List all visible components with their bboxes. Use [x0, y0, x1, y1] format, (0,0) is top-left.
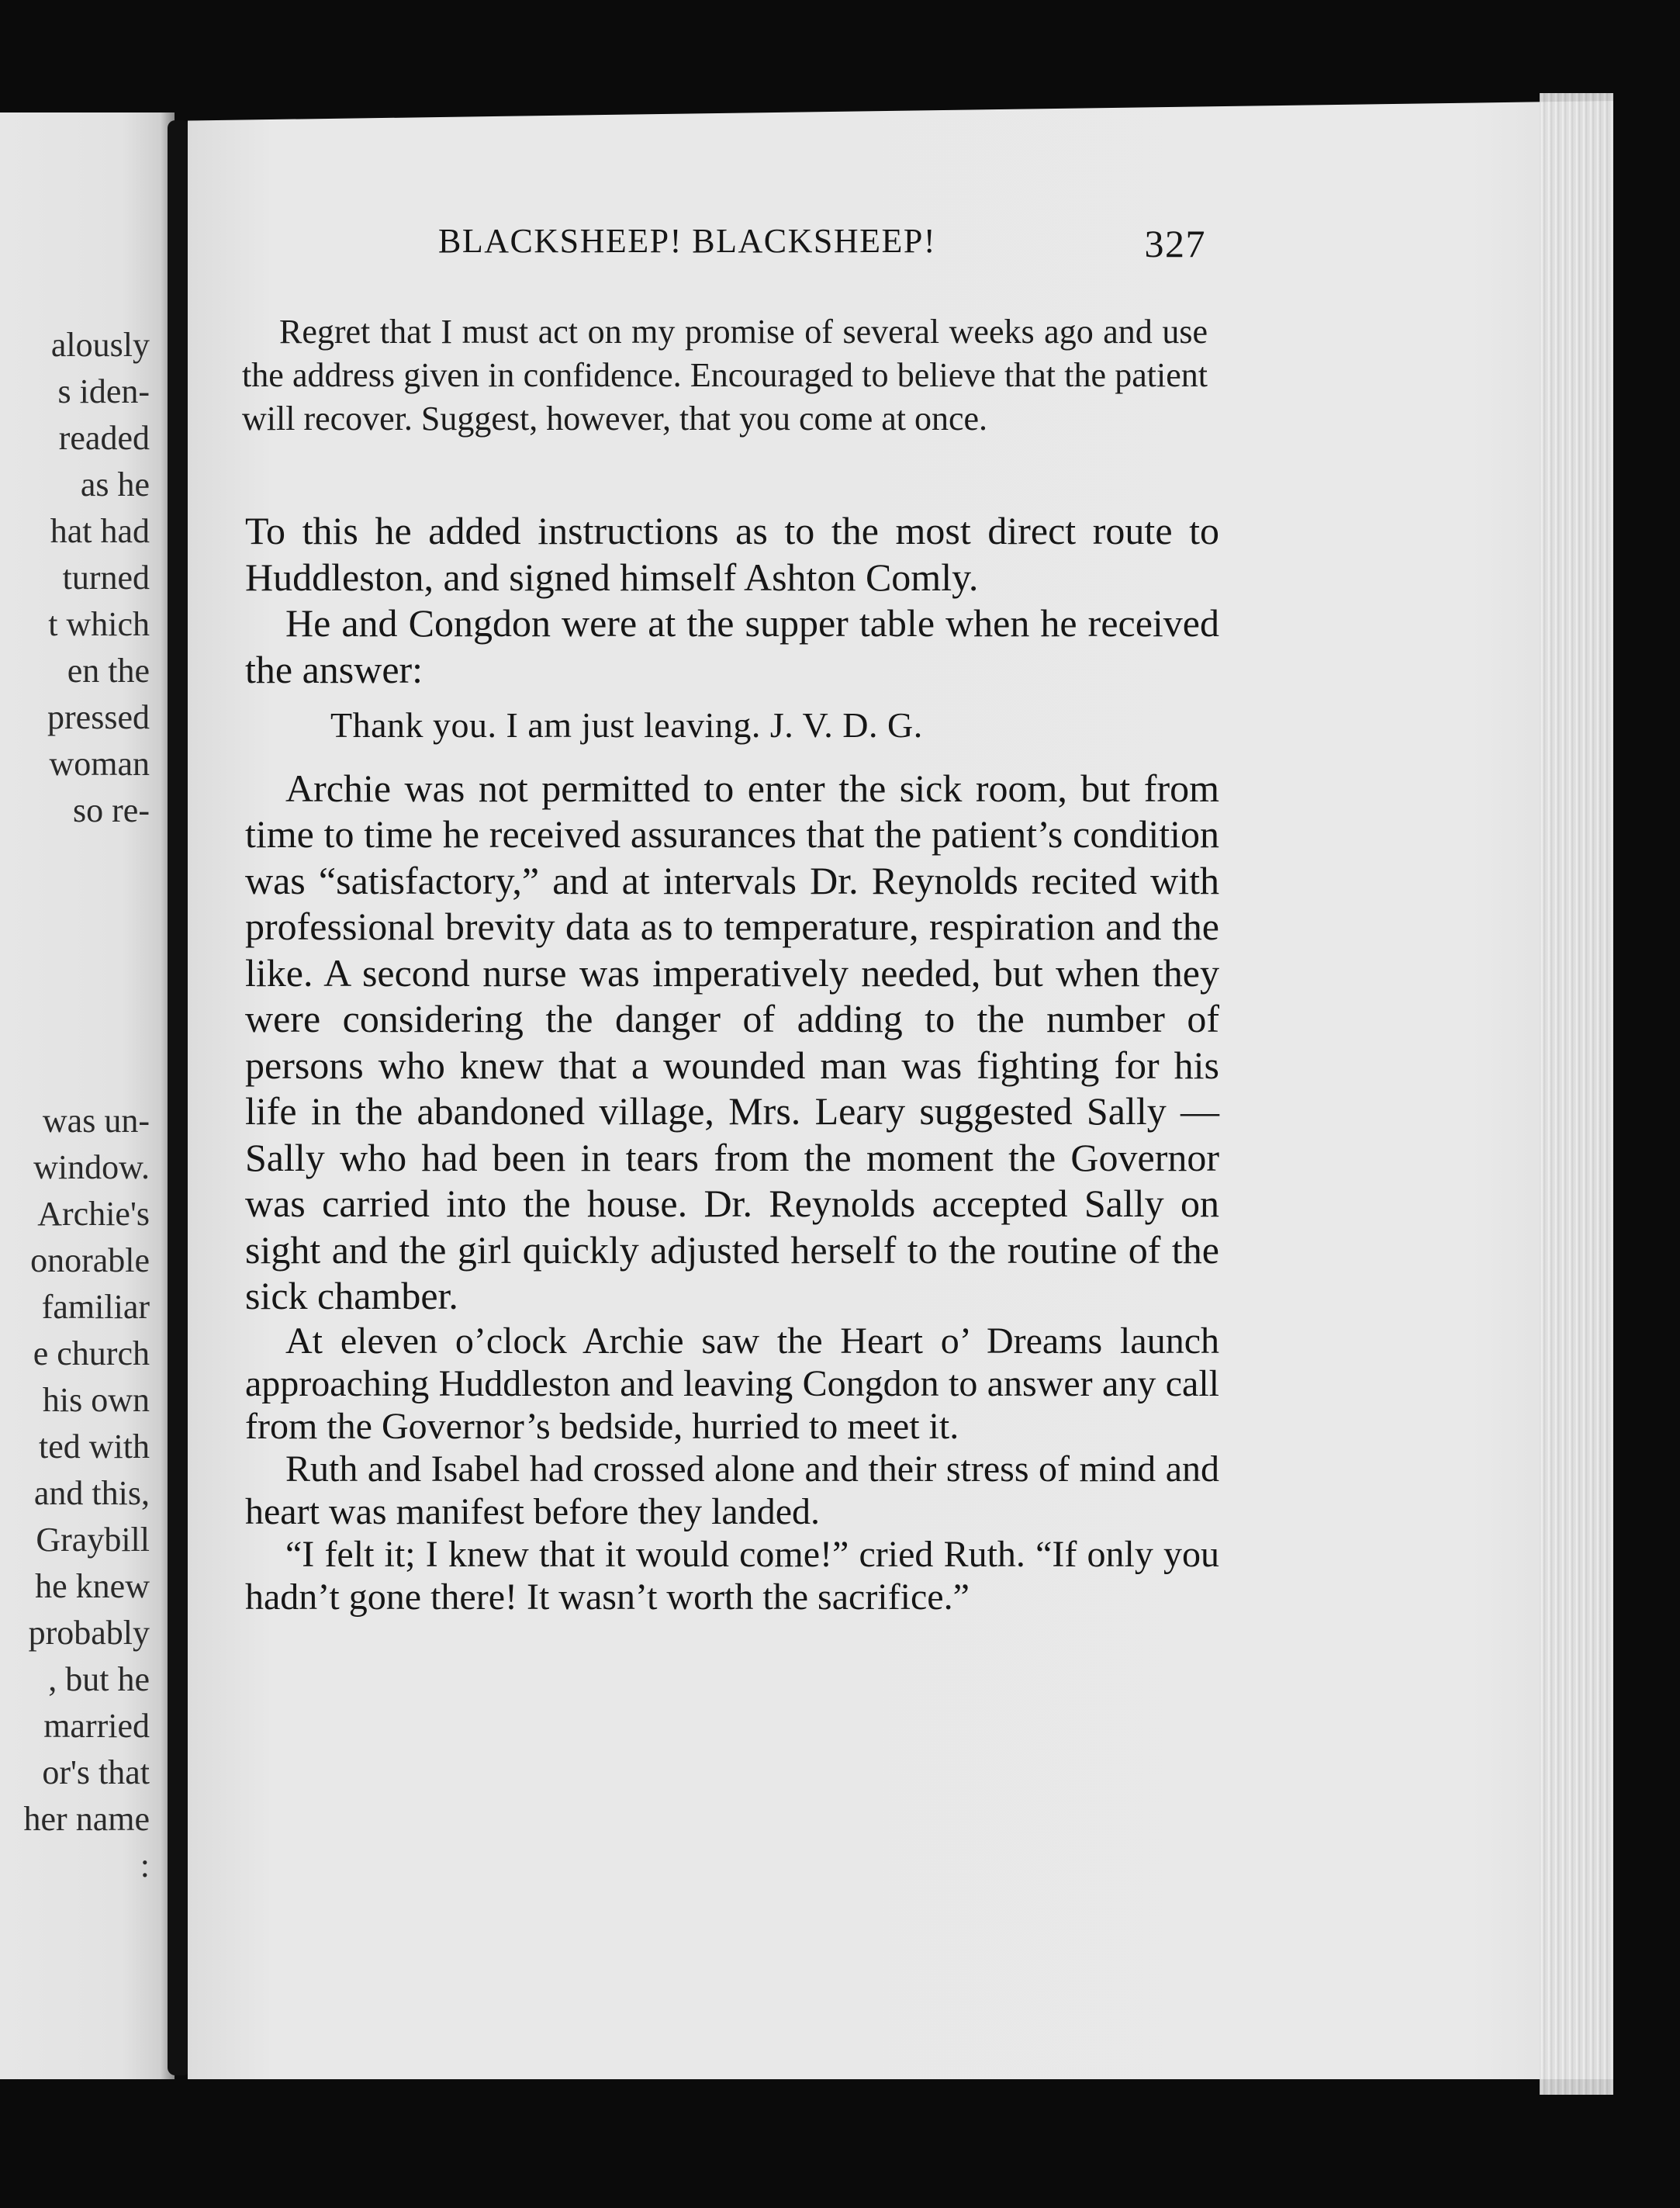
left-line: so re- — [73, 791, 150, 829]
left-line: , but he — [48, 1660, 150, 1698]
left-line: window. — [33, 1148, 150, 1186]
left-line: was un- — [42, 1102, 150, 1140]
left-line: turned — [62, 559, 150, 597]
left-line: familiar — [41, 1288, 150, 1326]
left-line: ted with — [39, 1428, 150, 1466]
left-line: her name — [23, 1800, 150, 1838]
paragraph: He and Congdon were at the supper table when he received the answer: — [245, 601, 1219, 691]
left-line: : — [140, 1846, 150, 1884]
book-spine — [168, 120, 191, 2075]
paragraph: Archie was not permitted to enter the sick room, but from time to time he received assurances that the patient’s condition was “satisfactory,” and at intervals Dr. Reynolds recited with professional brevity data as to temperature, respiration and the like. A second nurse was imperatively needed, but when they were considering the danger of adding to the number of persons who knew that a wounded man was fighting for his life in the abandoned village, Mrs. Leary suggested Sally — Sally who had been in tears from the moment the Governor was carried into the house. Dr. Reynolds accepted Sally on sight and the girl quickly adjusted herself to the routine of the sick chamber. — [245, 766, 1219, 1317]
left-line: probably — [28, 1614, 150, 1652]
left-line: pressed — [47, 698, 150, 736]
page-header — [438, 221, 1206, 283]
telegram-text — [242, 310, 1208, 441]
left-line: woman — [49, 745, 150, 783]
left-page-text — [0, 322, 150, 1889]
left-line: as he — [80, 465, 150, 504]
left-line: his own — [42, 1381, 150, 1419]
running-title: BLACKSHEEP! BLACKSHEEP! — [438, 222, 936, 260]
left-line: Graybill — [36, 1521, 150, 1559]
body-text — [245, 508, 1219, 1618]
left-line: s iden- — [57, 372, 150, 410]
left-line: Archie's — [37, 1195, 150, 1233]
left-line: en the — [67, 652, 150, 690]
paragraph: “I felt it; I knew that it would come!” cried Ruth. “If only you hadn’t gone there! It wasn’t worth the sacrifice.” — [245, 1533, 1219, 1618]
left-line: married — [43, 1707, 150, 1745]
page-number: 327 — [1144, 222, 1206, 265]
left-line: e church — [33, 1334, 150, 1372]
paragraph: To this he added instructions as to the most direct route to Huddleston, and signed himself Ashton Comly. — [245, 509, 1219, 599]
paragraph: Ruth and Isabel had crossed alone and their stress of mind and heart was manifest before they landed. — [245, 1448, 1219, 1532]
left-line: t which — [48, 605, 150, 643]
left-page — [0, 112, 175, 2079]
left-line: alously — [50, 326, 150, 364]
left-line: and this, — [33, 1474, 150, 1512]
left-line: or's that — [42, 1753, 150, 1791]
paragraph: At eleven o’clock Archie saw the Heart o’ Dreams launch approaching Huddleston and leaving Congdon to answer any call from the Governor’s bedside, hurried to meet it. — [245, 1320, 1219, 1447]
background-shadow — [1613, 89, 1680, 2208]
left-line: he knew — [35, 1567, 150, 1605]
left-line: hat had — [50, 512, 150, 550]
left-line: onorable — [30, 1241, 150, 1279]
page-edge — [1540, 93, 1613, 2095]
left-line: readed — [58, 419, 150, 457]
telegram-reply: Thank you. I am just leaving. J. V. D. G. — [330, 705, 923, 745]
telegram-paragraph: Regret that I must act on my promise of several weeks ago and use the address given in confidence. Encouraged to believe that the patient will recover. Suggest, however, that you come at once. — [242, 313, 1208, 438]
